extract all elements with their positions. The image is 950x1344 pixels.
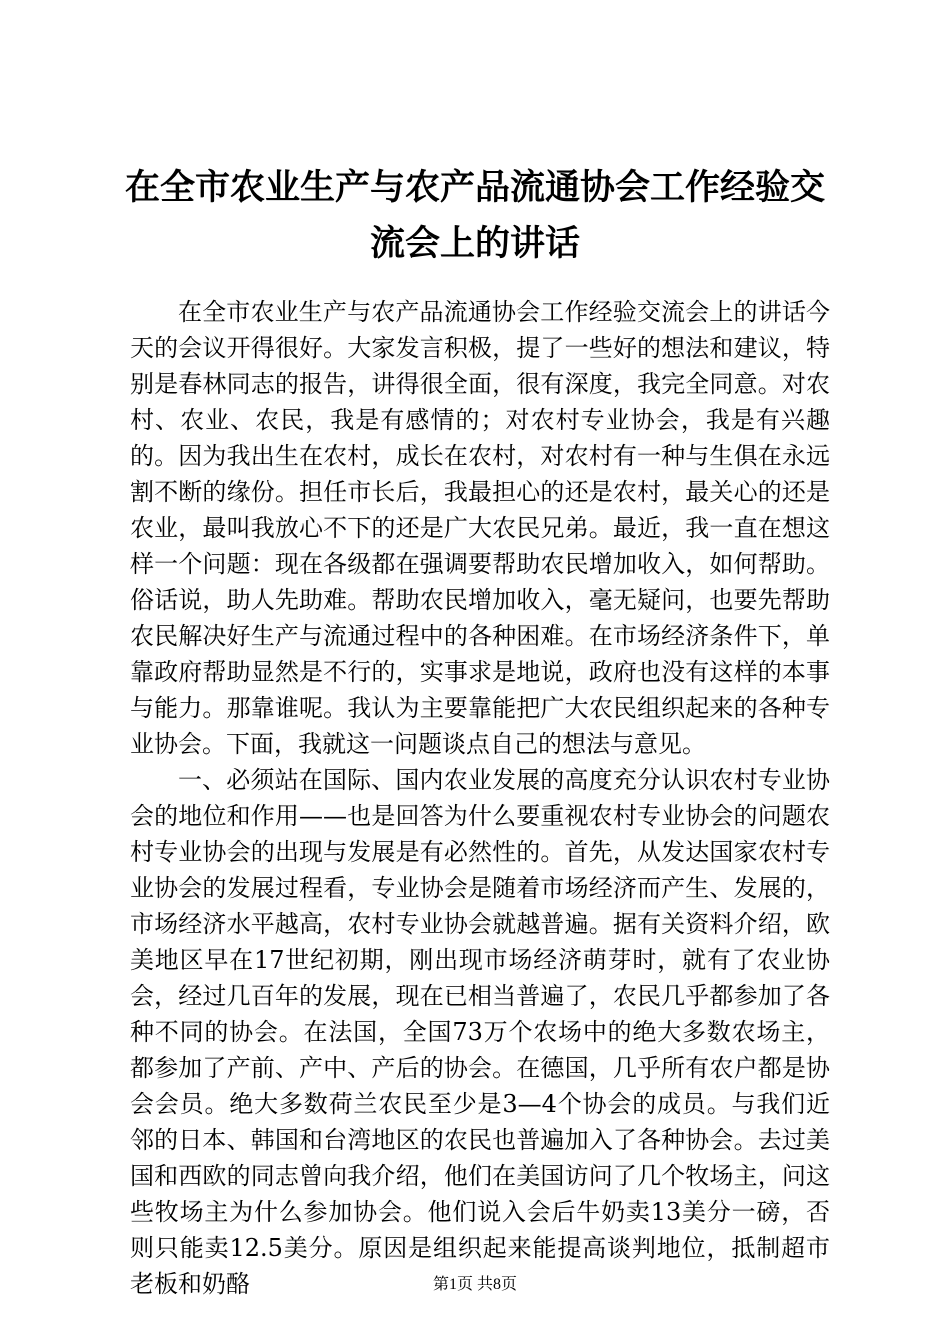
document-title: 在全市农业生产与农产品流通协会工作经验交流会上的讲话 — [124, 168, 825, 264]
paragraph: 在全市农业生产与农产品流通协会工作经验交流会上的讲话今天的会议开得很好。大家发言积极，提了一些好的想法和建议，特别是春林同志的报告，讲得很全面，很有深度，我完全同意。对农村、农业、农民，我是有感情的；对农村专业协会，我是有兴趣的。因为我出生在农村，成长在农村，对农村有一种与生俱在永远割不断的缘份。担任市长后，我最担心的还是农村，最关心的还是农业，最叫我放心不下的还是广大农民兄弟。最近，我一直在想这样一个问题：现在各级都在强调要帮助农民增加收入，如何帮助。俗话说，助人先助难。帮助农民增加收入，毫无疑问，也要先帮助农民解决好生产与流通过程中的各种困难。在市场经济条件下，单靠政府帮助显然是不行的，实事求是地说，政府也没有这样的本事与能力。那靠谁呢。我认为主要靠能把广大农民组织起来的各种专业协会。下面，我就这一问题谈点自己的想法与意见。 — [130, 298, 830, 758]
page-number: 第1页 共8页 — [432, 1276, 517, 1293]
paragraph: 一、必须站在国际、国内农业发展的高度充分认识农村专业协会的地位和作用——也是回答为什么要重视农村专业协会的问题农村专业协会的出现与发展是有必然性的。首先，从发达国家农村专业协会的发展过程看，专业协会是随着市场经济而产生、发展的，市场经济水平越高，农村专业协会就越普遍。据有关资料介绍，欧美地区早在17世纪初期，刚出现市场经济萌芽时，就有了农业协会，经过几百年的发展，现在已相当普遍了，农民几乎都参加了各种不同的协会。在法国，全国73万个农场中的绝大多数农场主，都参加了产前、产中、产后的协会。在德国，几乎所有农户都是协会会员。绝大多数荷兰农民至少是3—4个协会的成员。与我们近邻的日本、韩国和台湾地区的农民也普遍加入了各种协会。去过美国和西欧的同志曾向我介绍，他们在美国访问了几个牧场主，问这些牧场主为什么参加协会。他们说入会后牛奶卖13美分一磅，否则只能卖12.5美分。原因是组织起来能提高谈判地位，抵制超市老板和奶酪 — [130, 766, 830, 1298]
document-body — [130, 294, 830, 1302]
